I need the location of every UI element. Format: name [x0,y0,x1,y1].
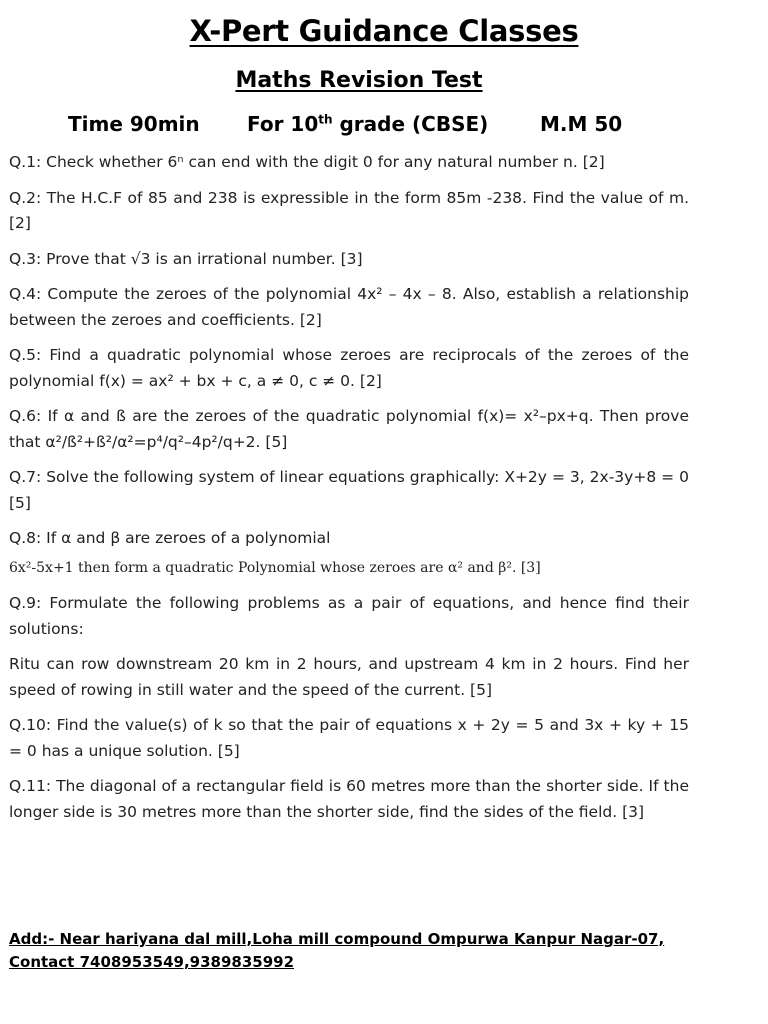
test-subtitle: Maths Revision Test [235,68,483,93]
institute-title: X-Pert Guidance Classes [189,14,579,48]
grade-suffix: grade (CBSE) [332,112,489,136]
question-9-body: Ritu can row downstream 20 km in 2 hours, and upstream 4 km in 2 hours. Find her speed of rowing in still water and the speed of the current. [5] [9,655,689,699]
question-8-body: 6x²-5x+1 then form a quadratic Polynomial whose zeroes are α² and β². [3] [9,559,541,576]
question-5: Q.5: Find a quadratic polynomial whose zeroes are reciprocals of the zeroes of the polynomial f(x) = ax² + bx + c, a ≠ 0, c ≠ 0. [2] [9,346,689,390]
max-marks-label: M.M 50 [540,112,623,136]
question-10: Q.10: Find the value(s) of k so that the pair of equations x + 2y = 5 and 3x + ky + 15 = 0 has a unique solution. [5] [9,716,689,760]
question-11: Q.11: The diagonal of a rectangular field is 60 metres more than the shorter side. If the longer side is 30 metres more than the shorter side, find the sides of the field. [3] [9,777,689,821]
grade-suffix-sup: th [318,112,333,127]
question-4: Q.4: Compute the zeroes of the polynomial 4x² – 4x – 8. Also, establish a relationship between the zeroes and coefficients. [2] [9,285,689,329]
question-6: Q.6: If α and ß are the zeroes of the quadratic polynomial f(x)= x²–px+q. Then prove that α²/ß²+ß²/α²=p⁴/q²–4p²/q+2. [5] [9,407,689,451]
question-3: Q.3: Prove that √3 is an irrational number. [3] [9,249,363,268]
address-footer: Add:- Near hariyana dal mill,Loha mill compound Ompurwa Kanpur Nagar-07, Contact 7408953549,9389835992 [9,930,665,971]
question-1: Q.1: Check whether 6ⁿ can end with the digit 0 for any natural number n. [2] [9,153,605,171]
grade-label [247,112,488,136]
time-label: Time 90min [68,112,200,136]
grade-prefix: For 10 [247,112,319,136]
question-list [9,150,689,835]
question-8-intro: Q.8: If α and β are zeroes of a polynomial [9,529,331,547]
question-9-intro: Q.9: Formulate the following problems as a pair of equations, and hence find their solutions: [9,594,689,638]
question-2: Q.2: The H.C.F of 85 and 238 is expressible in the form 85m -238. Find the value of m. [2] [9,188,689,232]
question-7: Q.7: Solve the following system of linear equations graphically: X+2y = 3, 2x-3y+8 = 0 [5] [9,468,689,512]
